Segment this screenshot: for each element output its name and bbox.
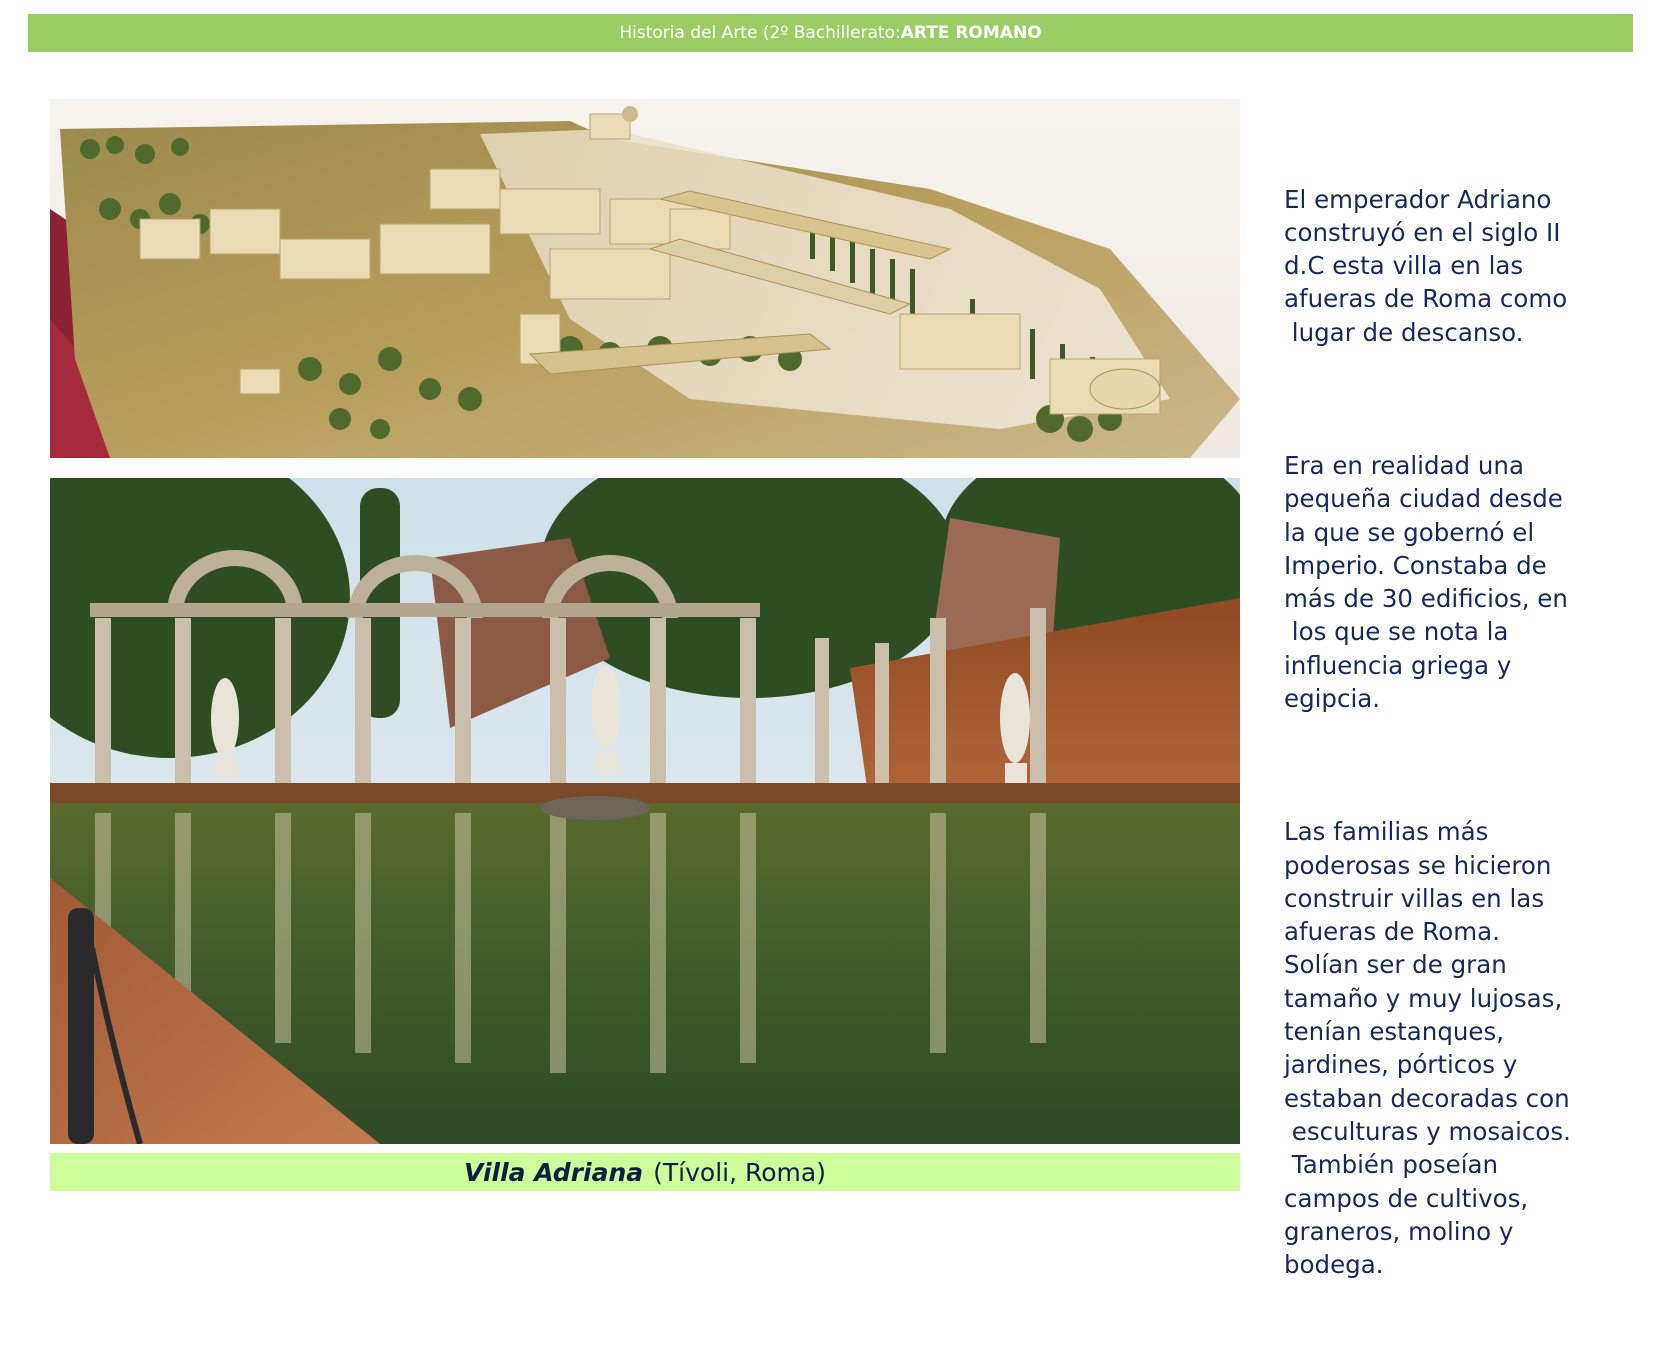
caption-title: Villa Adriana [464,1157,644,1187]
canopus-photo [50,478,1240,1144]
paragraph-small-city: Era en realidad una pequeña ciudad desde la que se gobernó el Imperio. Constaba de más de 30 edificios, en los que se nota la influencia griega y egipcia. [1284,450,1568,714]
canopus-image [50,478,1240,1144]
image-caption [50,1153,1240,1191]
caption-place: (Tívoli, Roma) [653,1157,826,1187]
villa-model-photo [50,99,1240,458]
paragraph-villa-origin: El emperador Adriano construyó en el siglo II d.C esta villa en las afueras de Roma como lugar de descanso. [1284,184,1568,347]
header-topic: ARTE ROMANO [900,23,1042,43]
header-prefix: Historia del Arte (2º Bachillerato: [619,23,901,43]
villa-model-image [50,99,1240,458]
description-text [1284,116,1634,1348]
paragraph-roman-villas: Las familias más poderosas se hicieron construir villas en las afueras de Roma. Solían ser de gran tamaño y muy lujosas, tenían estanques, jardines, pórticos y estaban decoradas con esculturas y mosaicos. También poseían campos de cultivos, graneros, molino y bodega. [1284,817,1571,1280]
slide-header [28,14,1633,52]
